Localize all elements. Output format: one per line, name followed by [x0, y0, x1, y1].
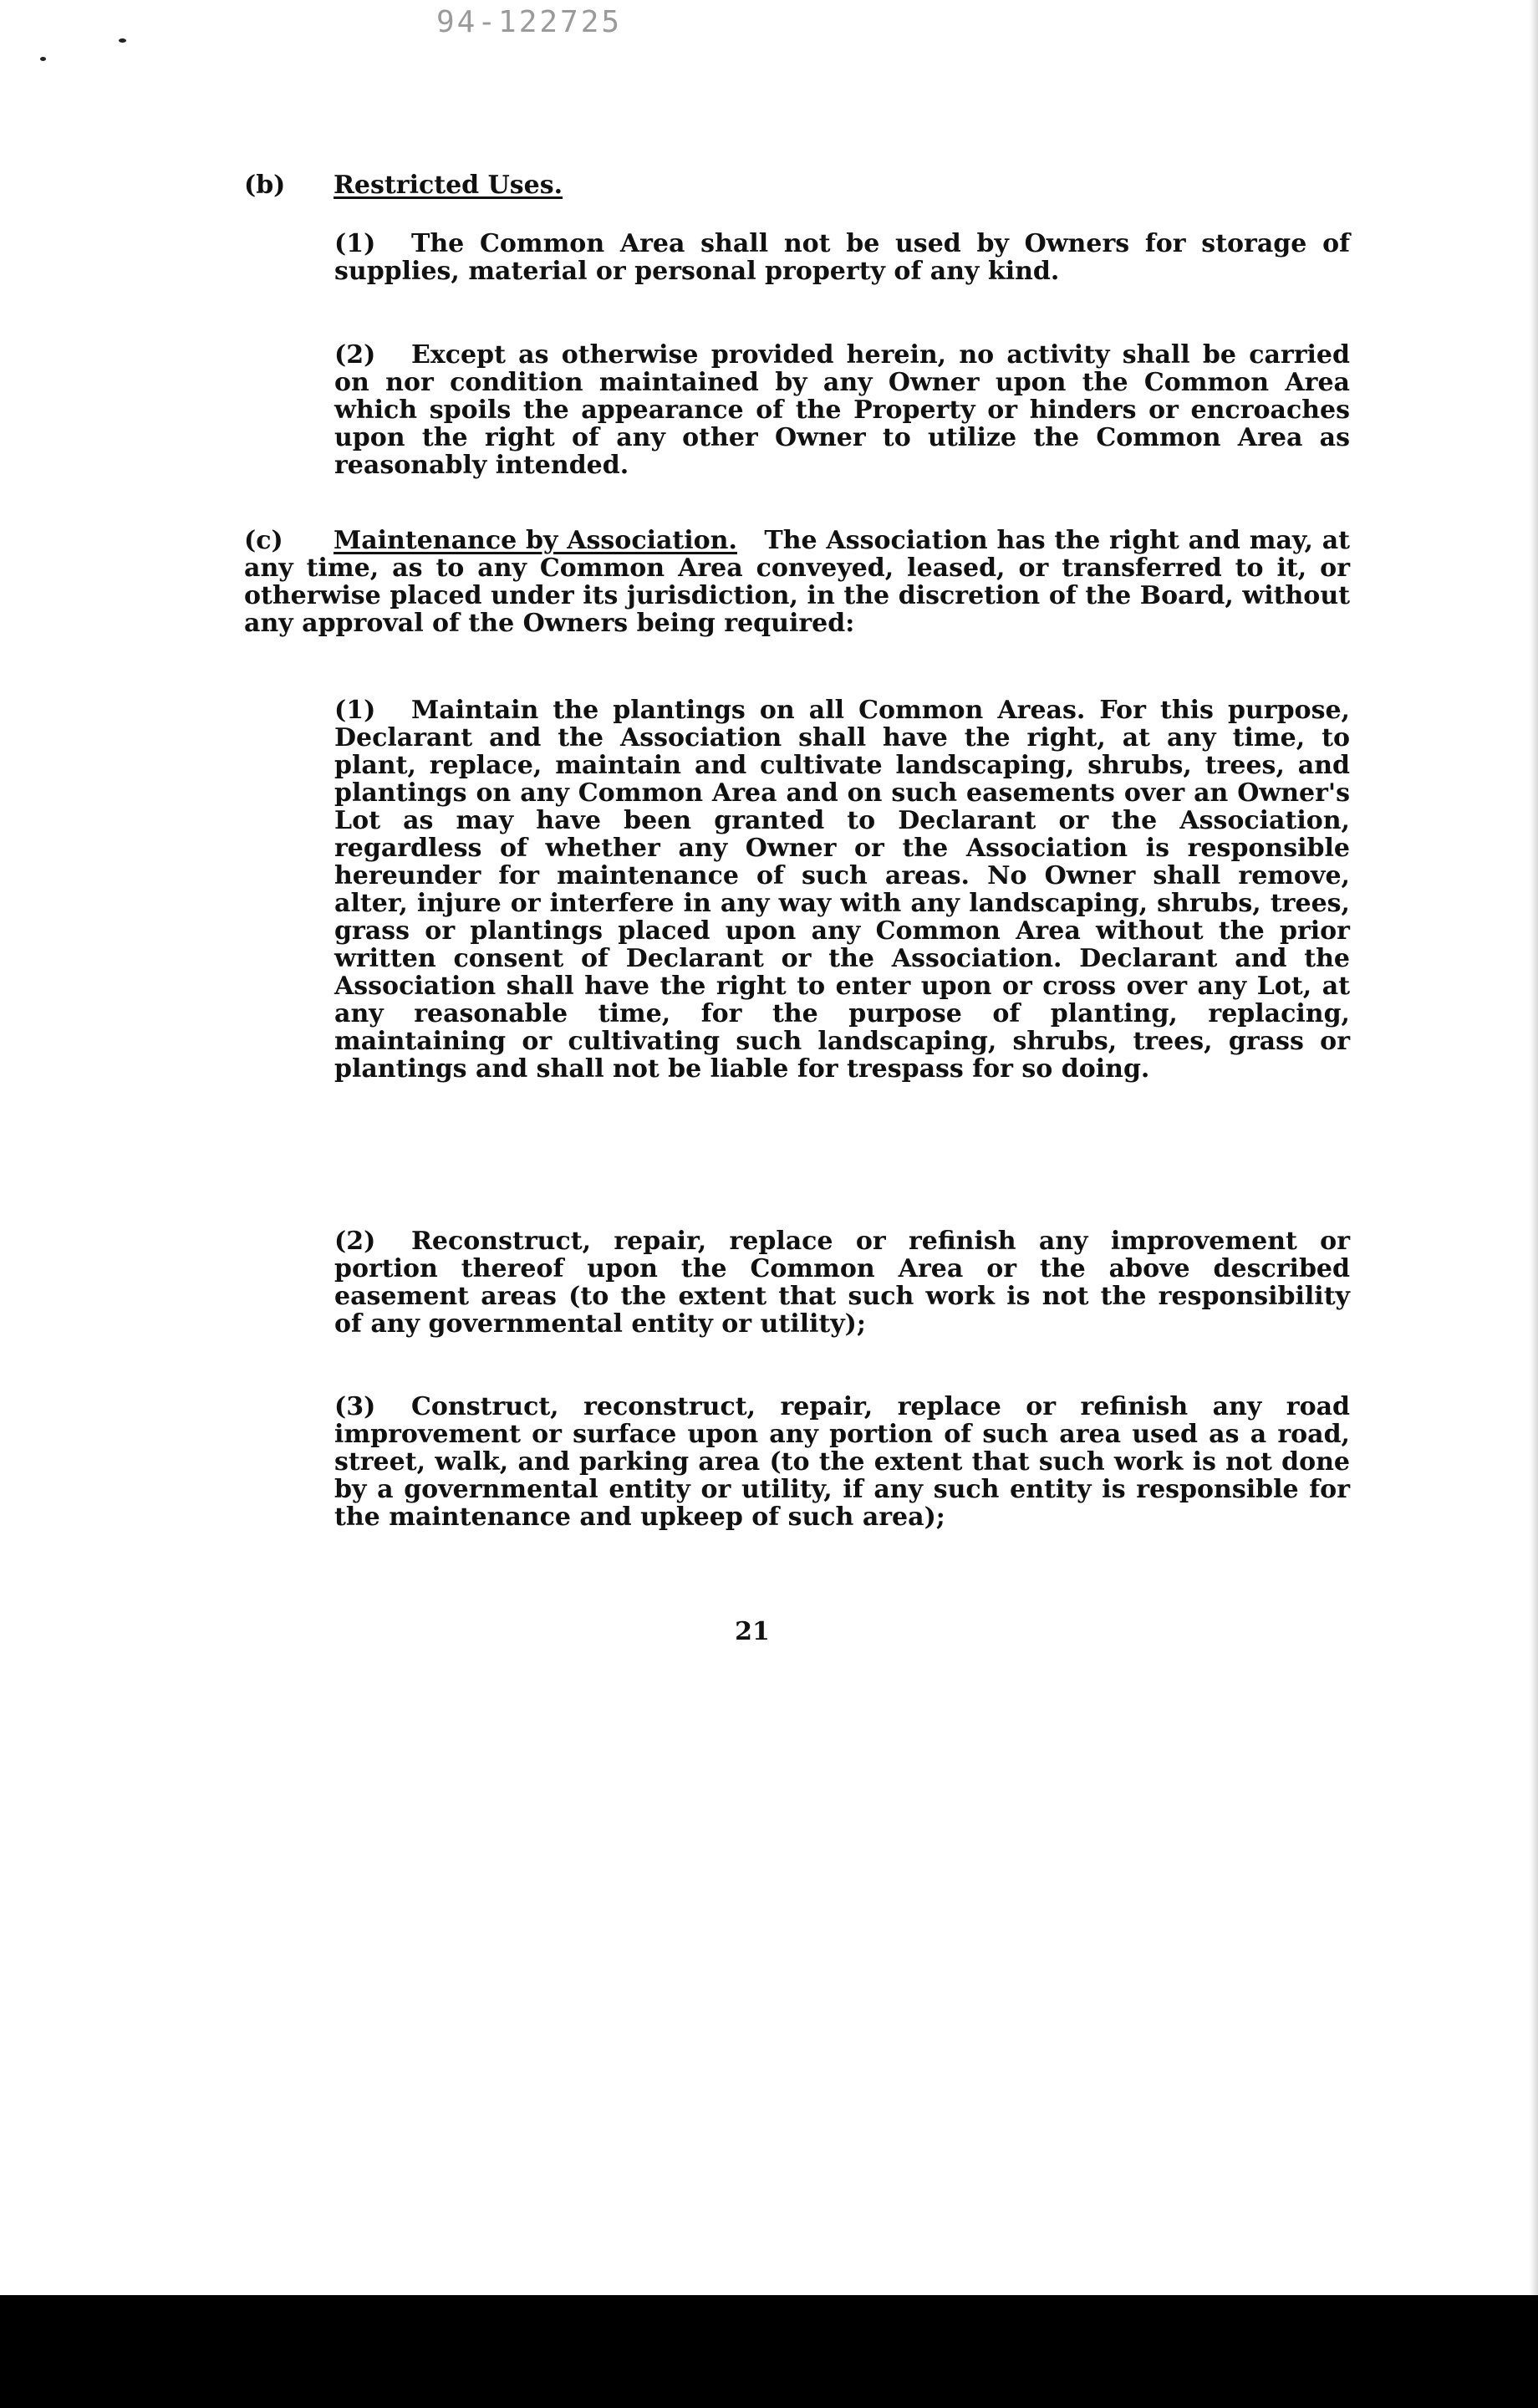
item-marker: (1)	[334, 229, 376, 258]
item-marker: (2)	[334, 340, 376, 370]
section-b-item-1	[334, 230, 1350, 285]
section-c-item-2	[334, 1227, 1350, 1338]
page-number: 21	[735, 1617, 770, 1646]
section-b-item-2	[334, 341, 1350, 479]
item-marker: (2)	[334, 1227, 376, 1256]
section-c-intro-text: The Association has the right and may, at any time, as to any Common Area conveyed, leased, or transferred to it, or otherwise placed under its jurisdiction, in the discretion of the Board, without any approval of the Owners being required:	[244, 526, 1350, 638]
section-c-marker: (c)	[244, 526, 283, 555]
section-c-item-3	[334, 1393, 1350, 1531]
section-c-title: Maintenance by Association.	[334, 526, 737, 555]
section-b-heading	[244, 172, 563, 199]
item-marker: (1)	[334, 696, 376, 725]
section-c-intro	[244, 527, 1350, 637]
document-stamp: 94-122725	[436, 5, 623, 39]
section-c-item-1	[334, 696, 1350, 1083]
section-b-marker: (b)	[244, 171, 286, 200]
item-text: Construct, reconstruct, repair, replace or refinish any road improvement or surface upon any portion of such area used as a road, street, walk, and parking area (to the extent that such work is not done by a governmental entity or utility, if any such entity is responsible for the maintenance and upkeep of such area);	[334, 1392, 1350, 1532]
item-text: Except as otherwise provided herein, no activity shall be carried on nor condition maintained by any Owner upon the Common Area which spoils the appearance of the Property or hinders or encroaches upon the right of any other Owner to utilize the Common Area as reasonably intended.	[334, 340, 1350, 480]
scan-bottom-border	[0, 2295, 1538, 2408]
item-text: Maintain the plantings on all Common Areas. For this purpose, Declarant and the Association shall have the right, at any time, to plant, replace, maintain and cultivate landscaping, shrubs, trees, and plantings on any Common Area and on such easements over an Owner's Lot as may have been granted to Declarant or the Association, regardless of whether any Owner or the Association is responsible hereunder for maintenance of such areas. No Owner shall remove, alter, injure or interfere in any way with any landscaping, shrubs, trees, grass or plantings placed upon any Common Area without the prior written consent of Declarant or the Association. Declarant and the Association shall have the right to enter upon or cross over any Lot, at any reasonable time, for the purpose of planting, replacing, maintaining or cultivating such landscaping, shrubs, trees, grass or plantings and shall not be liable for trespass for so doing.	[334, 696, 1350, 1084]
item-marker: (3)	[334, 1392, 376, 1421]
item-text: Reconstruct, repair, replace or refinish any improvement or portion thereof upon the Common Area or the above described easement areas (to the extent that such work is not the responsibility of any governmental entity or utility);	[334, 1227, 1350, 1339]
item-text: The Common Area shall not be used by Owners for storage of supplies, material or personal property of any kind.	[334, 229, 1350, 286]
section-b-title: Restricted Uses.	[334, 171, 563, 200]
scan-speck	[40, 57, 46, 61]
scan-speck	[119, 38, 126, 43]
scan-edge-shadow	[1530, 0, 1538, 2295]
